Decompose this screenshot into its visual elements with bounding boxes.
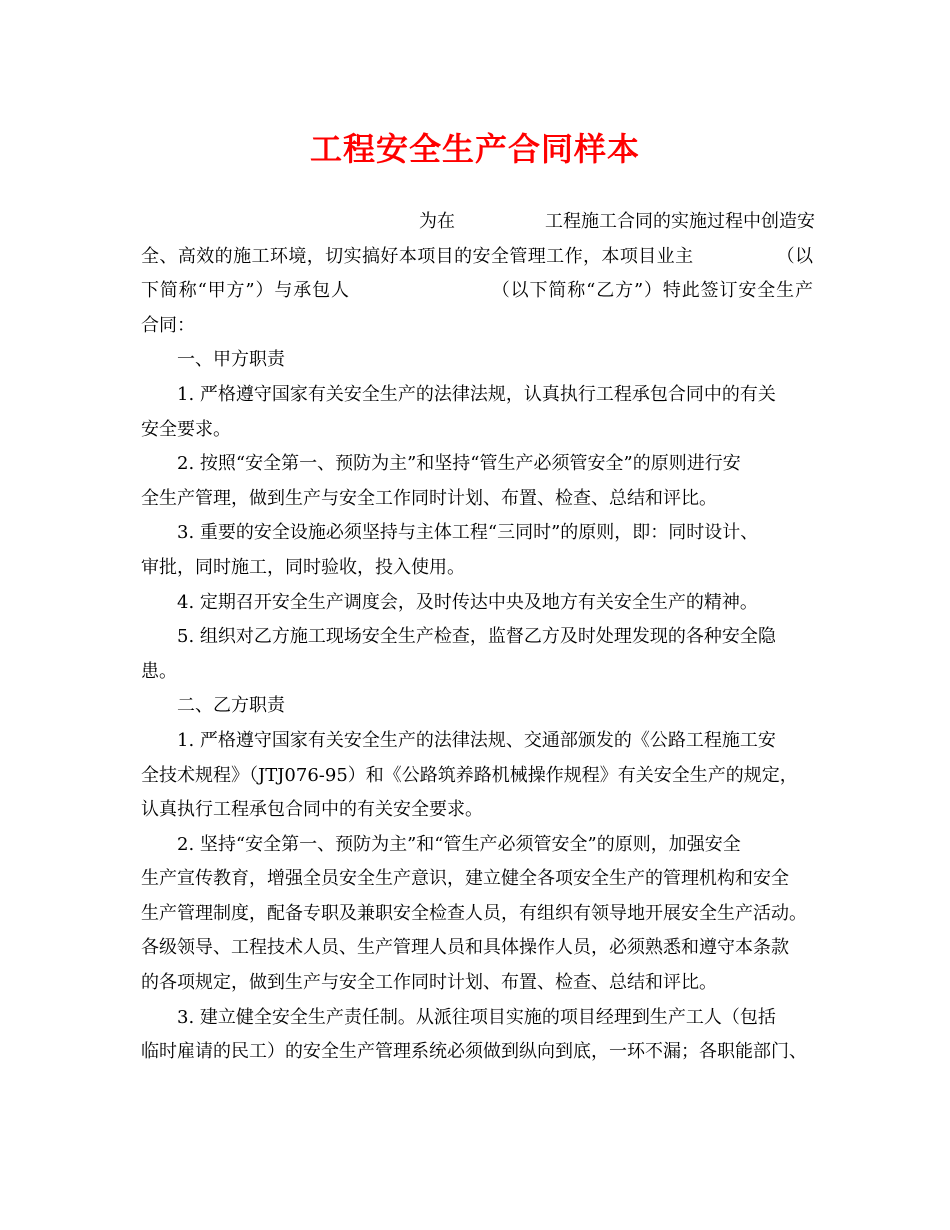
- paragraph-line: 一、甲方职责: [177, 349, 285, 371]
- paragraph-line: 下简称“甲方”）与承包人 （以下简称“乙方”）特此签订安全生产: [141, 280, 814, 302]
- paragraph-line: 1. 严格遵守国家有关安全生产的法律法规、交通部颁发的《公路工程施工安: [177, 729, 776, 751]
- paragraph-line: 2. 按照“安全第一、预防为主”和坚持“管生产必须管安全”的原则进行安: [177, 453, 741, 475]
- paragraph-line: 1. 严格遵守国家有关安全生产的法律法规，认真执行工程承包合同中的有关: [177, 383, 776, 405]
- paragraph-line: 的各项规定，做到生产与安全工作同时计划、布置、检查、总结和评比。: [141, 972, 717, 994]
- paragraph-line: 4. 定期召开安全生产调度会，及时传达中央及地方有关安全生产的精神。: [177, 591, 758, 613]
- paragraph-line: 全技术规程》（JTJ076-95）和《公路筑养路机械操作规程》有关安全生产的规定，: [141, 764, 798, 786]
- paragraph-line: 二、乙方职责: [177, 695, 285, 717]
- paragraph-line: 5. 组织对乙方施工现场安全生产检查，监督乙方及时处理发现的各种安全隐: [177, 626, 776, 648]
- paragraph-line: 临时雇请的民工）的安全生产管理系统必须做到纵向到底，一环不漏；各职能部门、: [141, 1041, 807, 1063]
- paragraph-line: 为在 工程施工合同的实施过程中创造安: [419, 211, 815, 232]
- paragraph-line: 安全要求。: [141, 418, 231, 440]
- paragraph-line: 全、高效的施工环境，切实搞好本项目的安全管理工作，本项目业主 （以: [141, 245, 814, 267]
- paragraph-line: 合同：: [141, 314, 195, 336]
- paragraph-line: 生产管理制度，配备专职及兼职安全检查人员，有组织有领导地开展安全生产活动。: [141, 902, 807, 924]
- paragraph-line: 3. 建立健全安全生产责任制。从派往项目实施的项目经理到生产工人（包括: [177, 1006, 776, 1028]
- paragraph-line: 2. 坚持“安全第一、预防为主”和“管生产必须管安全”的原则，加强安全: [177, 833, 741, 855]
- paragraph-line: 全生产管理，做到生产与安全工作同时计划、布置、检查、总结和评比。: [141, 487, 717, 509]
- paragraph-line: 认真执行工程承包合同中的有关安全要求。: [141, 799, 483, 821]
- document-title: 工程安全生产合同样本: [309, 130, 640, 168]
- document-body: [141, 205, 813, 1070]
- paragraph-line: 各级领导、工程技术人员、生产管理人员和具体操作人员，必须熟悉和遵守本条款: [141, 937, 789, 959]
- paragraph-line: 3. 重要的安全设施必须坚持与主体工程“三同时”的原则，即：同时设计、: [177, 522, 759, 544]
- paragraph-line: 生产宣传教育，增强全员安全生产意识，建立健全各项安全生产的管理机构和安全: [141, 868, 789, 890]
- paragraph-line: 患。: [141, 660, 177, 682]
- paragraph-line: 审批，同时施工，同时验收，投入使用。: [141, 556, 465, 578]
